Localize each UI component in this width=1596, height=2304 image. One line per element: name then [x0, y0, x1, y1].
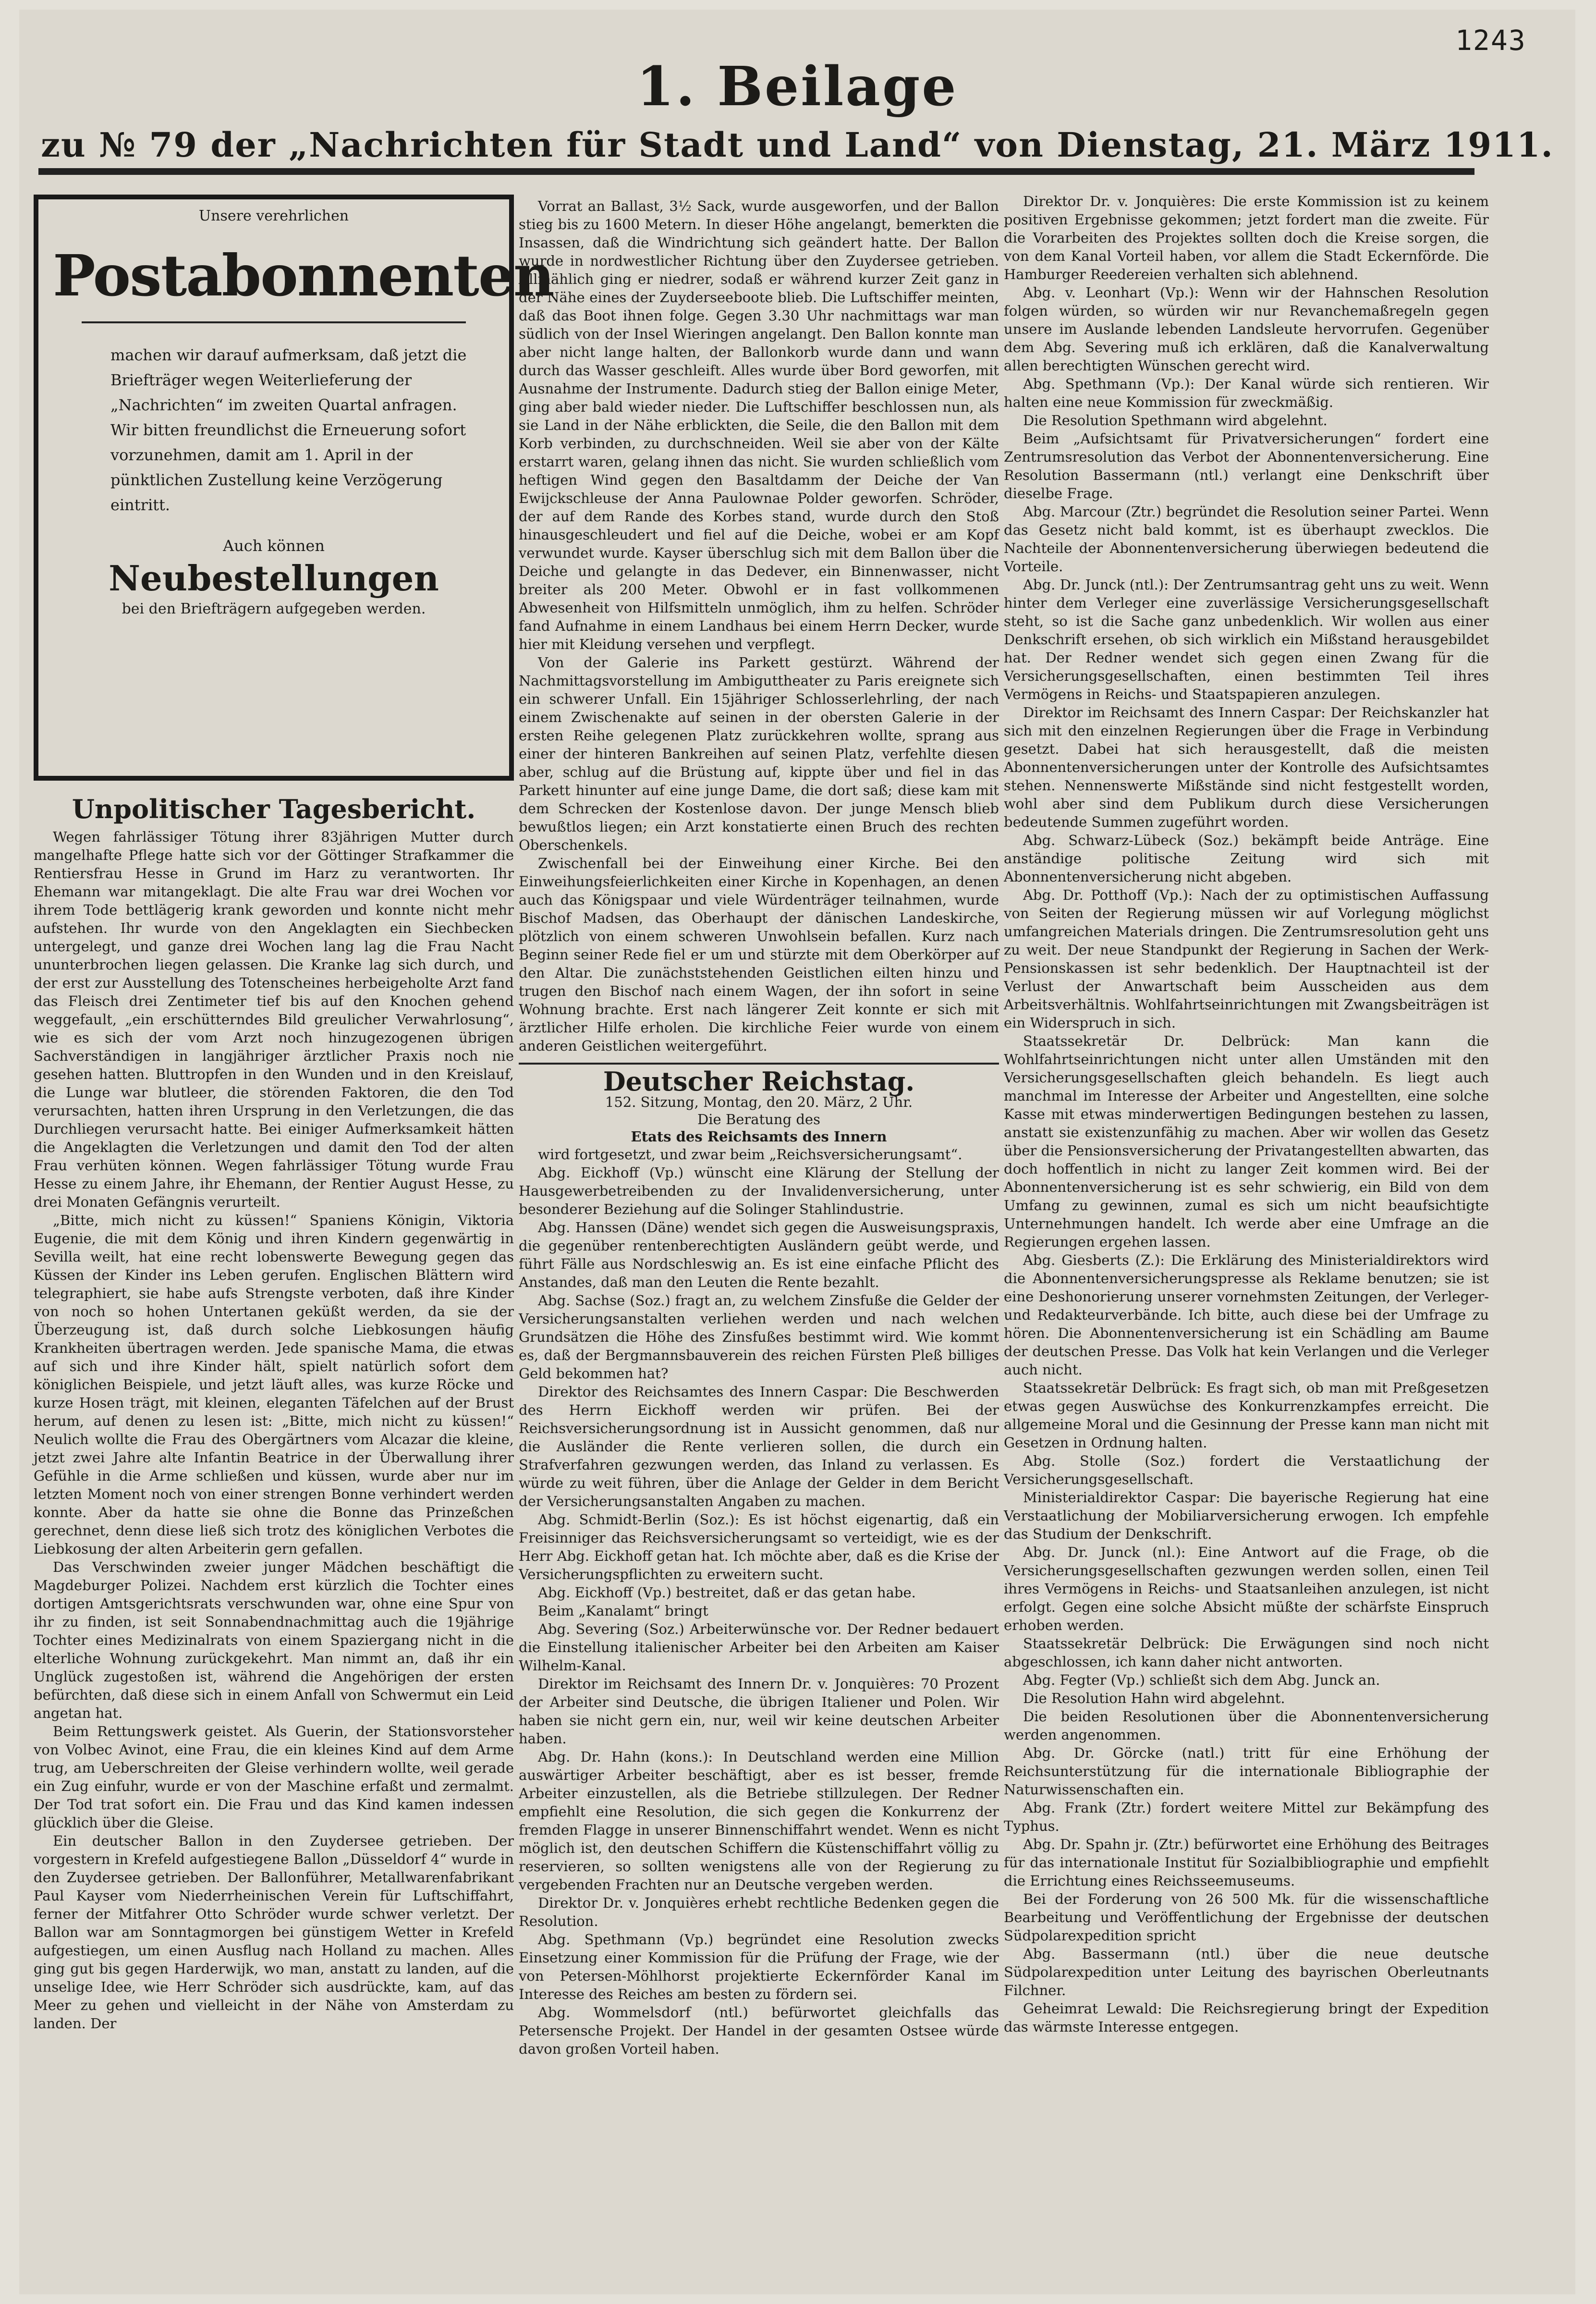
debate-paragraph: Die Resolution Spethmann wird abgelehnt. — [1023, 412, 1328, 429]
debate-paragraph: Abg. Frank (Ztr.) fordert weitere Mittel zur Bekämpfung des Typhus. — [1004, 1800, 1489, 1834]
article-paragraph: Zwischenfall bei der Einweihung einer Kirche. Bei den Einweihungsfeierlichkeiten einer Kirche in Kopenhagen, an denen auch das Königspaar und viele Würdenträger teilnahmen, wurde Bischof Madsen, das Oberhaupt der dänischen Landeskirche, plötzlich von einem schweren Unwohlsein befallen. Kurz nach Beginn seiner Rede fiel er um und stürzte mit dem Oberkörper auf den Altar. Die zunächststehenden Geistlichen eilten hinzu und trugen den Bischof nach einem Wagen, der ihn sofort in seine Wohnung brachte. Erst nach längerer Zeit konnte er sich mit ärztlicher Hilfe erholen. Die kirchliche Feier wurde von einem anderen Geistlichen weitergeführt. — [519, 855, 999, 1054]
debate-paragraph: Ministerialdirektor Caspar: Die bayerische Regierung hat eine Verstaatlichung der Mobiliarversicherung erwogen. Ich empfehle das Studium der Denkschrift. — [1004, 1489, 1489, 1542]
debate-paragraph: Staatssekretär Delbrück: Es fragt sich, ob man mit Preßgesetzen etwas gegen Auswüchse des Konkurrenzkampfes erreicht. Die allgemeine Moral und die Gesinnung der Presse kann man nicht mit Gesetzen in Ordnung halten. — [1004, 1380, 1489, 1451]
subscription-ad-box — [34, 195, 554, 781]
debate-paragraph: Direktor Dr. v. Jonquières: Die erste Kommission ist zu keinem positiven Ergebnisse gekommen; jetzt fordert man die zweite. Für die Vorarbeiten des Projektes sollten doch die Kreise sorgen, die von dem Kanal Vorteil haben, vor allem die Stadt Eckernförde. Die Hamburger Reedereien verhalten sich ablehnend. — [1004, 193, 1489, 282]
debate-paragraph: Abg. Dr. Junck (nl.): Eine Antwort auf die Frage, ob die Versicherungsgesellschaften gezwungen werden sollen, einen Teil ihres Vermögens in Reichs- und Staatsanleihen anzulegen, ist nicht erfolgt. Gegen eine solche Absicht müßte der schärfste Einspruch erhoben werden. — [1004, 1544, 1489, 1633]
newspaper-page — [19, 10, 1575, 2294]
debate-paragraph: Direktor im Reichsamt des Innern Caspar: Der Reichskanzler hat sich mit den einzelnen Regierungen über die Frage in Verbindung gesetzt. Dabei hat sich herausgestellt, daß die meisten Abonnentenversicherungen unter der Kontrolle des Aufsichtsamtes stehen. Nennenswerte Mißstände sind nicht festgestellt worden, wohl aber sind dem Publikum durch diese Versicherungen bedeutende Summen zugeführt worden. — [1004, 704, 1489, 830]
debate-paragraph: Abg. Schwarz-Lübeck (Soz.) bekämpft beide Anträge. Eine anständige politische Zeitung wird sich mit Abonnentenversicherung nicht abgeben. — [1004, 832, 1489, 885]
page-number: 1243 — [1455, 24, 1526, 57]
debate-paragraph: Direktor Dr. v. Jonquières erhebt rechtliche Bedenken gegen die Resolution. — [519, 1895, 999, 1929]
debate-paragraph: Abg. Stolle (Soz.) fordert die Verstaatlichung der Versicherungsgesellschaft. — [1004, 1453, 1489, 1487]
debate-paragraph: Abg. Bassermann (ntl.) über die neue deutsche Südpolarexpedition unter Leitung des bayrischen Oberleutnants Filchner. — [1004, 1946, 1489, 1998]
ad-headline-2: Neubestellungen — [109, 558, 439, 599]
column-2 — [519, 197, 999, 2058]
article-paragraph: Von der Galerie ins Parkett gestürzt. Während der Nachmittagsvorstellung im Ambiguttheater zu Paris ereignete sich ein schwerer Unfall. Ein 15jähriger Schlosserlehrling, der nach einem Zwischenakte auf seinen in der obersten Galerie in der ersten Reihe gelegenen Platz zurückkehren wollte, sprang aus einer der hinteren Bankreihen auf seinen Platz, verfehlte diesen aber, schlug auf die Brüstung auf, kippte über und fiel in das Parkett hinunter auf eine junge Dame, die dort saß; diese kam mit dem Schrecken der Kostenlose davon. Der junge Mensch blieb bewußtlos liegen; ein Arzt konstatierte einen Bruch des rechten Oberschenkels. — [519, 654, 999, 853]
ad-intro: Unsere verehrlichen — [198, 208, 349, 224]
column-1 — [34, 195, 554, 2033]
article-paragraph: Wegen fahrlässiger Tötung ihrer 83jährigen Mutter durch mangelhafte Pflege hatte sich vor der Göttinger Strafkammer die Rentiersfrau Hesse in Grund im Harz zu verantworten. Ihr Ehemann war mitangeklagt. Die alte Frau war drei Wochen vor ihrem Tode bettlägerig krank geworden und konnte nicht mehr aufstehen. Ihr wurde von den Angeklagten ein Siechbecken untergelegt, und ganze drei Wochen lang lag die Frau Nacht ununterbrochen liegen gelassen. Die Kranke lag sich durch, und der erst zur Ausstellung des Totenscheines herbeigeholte Arzt fand das Fleisch drei Zentimeter tief bis auf den Knochen gehend weggefault, „ein erschütterndes Bild greulicher Verwahrlosung“, wie es sich der vom Arzt noch hinzugezogenen übrigen Sachverständigen in langjähriger ärztlicher Praxis noch nie gesehen hatten. Bluttropfen in den Wunden und in den Kreislauf, die Lunge war blutleer, die störenden Faktoren, die den Tod verursachten, hatten ihren Ursprung in den Verletzungen, die das Durchliegen verursacht hatte. Bei einiger Aufmerksamkeit hätten die Angeklagten die Verletzungen und damit den Tod der alten Frau verhüten können. Wegen fahrlässiger Tötung wurde Frau Hesse zu einem Jahre, ihr Ehemann, der Rentier August Hesse, zu drei Monaten Gefängnis verurteilt. — [34, 829, 514, 1210]
session-sub-2: Etats des Reichsamts des Innern — [631, 1128, 887, 1145]
masthead-title: 1. Beilage — [636, 55, 958, 118]
session-sub-1: Die Beratung des — [697, 1111, 820, 1127]
debate-paragraph: Abg. Marcour (Ztr.) begründet die Resolution seiner Partei. Wenn das Gesetz nicht bald kommt, ist es überhaupt zwecklos. Die Nachteile der Abonnentenversicherung überwiegen bedeutend die Vorteile. — [1004, 503, 1489, 575]
debate-paragraph: Abg. Wommelsdorf (ntl.) befürwortet gleichfalls das Petersensche Projekt. Der Handel in der gesamten Ostsee würde davon großen Vorteil haben. — [519, 2004, 999, 2057]
debate-paragraph: Abg. Hanssen (Däne) wendet sich gegen die Ausweisungspraxis, die gegenüber rentenberechtigten Ausländern geübt werde, und führt Fälle aus Nordschleswig an. Es ist eine einfache Pflicht des Anstandes, daß man den Leuten die Rente bezahlt. — [519, 1219, 999, 1290]
debate-paragraph: Direktor des Reichsamtes des Innern Caspar: Die Beschwerden des Herrn Eickhoff werden wir prüfen. Bei der Reichsversicherungsordnung ist in Aussicht genommen, daß nur die Ausländer die Rente verlieren sollen, die durch ein Strafverfahren gezwungen werden, das Inland zu verlassen. Es würde zu weit führen, über die Anlage der Gelder in dem Bericht der Versicherungsanstalten Angaben zu machen. — [519, 1384, 999, 1509]
ad-also: Auch können — [223, 537, 325, 555]
debate-paragraph: Abg. v. Leonhart (Vp.): Wenn wir der Hahnschen Resolution folgen würden, so würden wir nur Revanchemaßregeln gegen unsere im Auslande lebenden Landsleute hervorrufen. Gegenüber dem Abg. Severing muß ich erklären, daß die Kanalverwaltung allen berechtigten Wünschen gerecht wird. — [1004, 284, 1489, 374]
debate-paragraph: Die Resolution Hahn wird abgelehnt. — [1023, 1690, 1285, 1706]
debate-paragraph: Abg. Dr. Spahn jr. (Ztr.) befürwortet eine Erhöhung des Beitrages für das internationale Institut für Sozialbibliographie und empfiehlt die Errichtung eines Reichsseemuseums. — [1004, 1836, 1489, 1889]
article-paragraph: Beim Rettungswerk geistet. Als Guerin, der Stationsvorsteher von Volbec Avinot, eine Frau, die ein kleines Kind auf dem Arme trug, am Ueberschreiten der Gleise verhindern wollte, weil gerade ein Zug einfuhr, wurde er von der Maschine erfaßt und zermalmt. Der Tod trat sofort ein. Die Frau und das Kind kamen indessen glücklich über die Gleise. — [34, 1723, 514, 1831]
ad-body: machen wir darauf aufmerksam, daß jetzt die Briefträger wegen Weiterlieferung der „Nachrichten“ im zweiten Quartal anfragen. Wir bitten freundlichst die Erneuerung sofort vorzunehmen, damit am 1. April in der pünktlichen Zustellung keine Verzögerung eintritt. — [110, 346, 467, 514]
debate-paragraph: Abg. Dr. Junck (ntl.): Der Zentrumsantrag geht uns zu weit. Wenn hinter dem Verleger eine zuverlässige Versicherungsgesellschaft steht, so ist die Sache ganz unbedenklich. Wir wollen aus einer Denkschrift ersehen, ob sich wirklich ein Mißstand herausgebildet hat. Der Redner wendet sich gegen einen Zwang für die Versicherungsgesellschaften, einen bestimmten Teil ihres Vermögens in Reichs- und Staatspapieren anzulegen. — [1004, 576, 1489, 702]
article-paragraph: Ein deutscher Ballon in den Zuydersee getrieben. Der vorgestern in Krefeld aufgestiegene Ballon „Düsseldorf 4“ wurde in den Zuydersee getrieben. Der Ballonführer, Metallwarenfabrikant Paul Kayser vom Niederrheinischen Verein für Luftschiffahrt, ferner der Mitfahrer Otto Schröder wurde schwer verletzt. Der Ballon war am Sonntagmorgen bei günstigem Wetter in Krefeld aufgestiegen, um einen Ausflug nach Holland zu machen. Alles ging gut bis gegen Harderwijk, wo man, anstatt zu landen, auf die unselige Idee, wie Herr Schröder sich ausdrückte, kam, auf das Meer zu gehen und vielleicht in der Nähe von Amsterdam zu landen. Der — [34, 1833, 514, 2032]
debate-paragraph: Abg. Eickhoff (Vp.) bestreitet, daß er das getan habe. — [538, 1584, 916, 1601]
session-line: 152. Sitzung, Montag, den 20. März, 2 Uhr. — [605, 1094, 913, 1110]
ad-tail: bei den Briefträgern aufgegeben werden. — [122, 601, 426, 617]
debate-paragraph: Abg. Eickhoff (Vp.) wünscht eine Klärung der Stellung der Hausgewerbetreibenden zu der Invalidenversicherung, unter besonderer Beziehung auf die Solinger Stahlindustrie. — [519, 1164, 999, 1217]
debate-paragraph: Abg. Giesberts (Z.): Die Erklärung des Ministerialdirektors wird die Abonnentenversicherungspresse als Reklame benutzen; sie ist eine Deshonorierung unserer vornehmsten Zeitungen, der Verleger- und Redakteurverbände. Ich bitte, auch diese bei der Umfrage zu hören. Die Abonnentenversicherung ist ein Schädling am Baume der deutschen Presse. Das Volk hat kein Verlangen und die Verleger auch nicht. — [1004, 1252, 1489, 1378]
reichstag-heading: Deutscher Reichstag. — [603, 1066, 915, 1097]
debate-paragraph: Abg. Dr. Potthoff (Vp.): Nach der zu optimistischen Auffassung von Seiten der Regierung müssen wir auf Vorlegung möglichst umfangreichen Materials dringen. Die Zentrumsresolution geht uns zu weit. Der neue Standpunkt der Regierung in Sachen der Werk-Pensionskassen ist sehr bedenklich. Der Hauptnachteil ist der Verlust der Anwartschaft beim Ausscheiden aus dem Arbeitsverhältnis. Wohlfahrtseinrichtungen mit Zwangsbeiträgen ist ein Widerspruch in sich. — [1004, 887, 1489, 1031]
article-paragraph: Vorrat an Ballast, 3½ Sack, wurde ausgeworfen, und der Ballon stieg bis zu 1600 Metern. In dieser Höhe angelangt, bemerkten die Insassen, daß die Windrichtung sich geändert hatte. Der Ballon wurde in nordwestlicher Richtung über den Zuydersee getrieben. Allmählich ging er niedrer, sodaß er während kurzer Zeit ganz in der Nähe eines der Zuyderseeboote blieb. Die Luftschiffer meinten, daß das Boot ihnen folge. Gegen 3.30 Uhr nachmittags war man südlich von der Insel Wieringen angelangt. Den Ballon konnte man aber nicht lange halten, der Ballonkorb wurde dann und wann durch das Wasser geschleift. Alles wurde über Bord geworfen, mit Ausnahme der Instrumente. Dadurch stieg der Ballon einige Meter, ging aber bald wieder nieder. Die Luftschiffer beschlossen nun, als sie Land in der Nähe erblickten, die Seile, die den Ballon mit dem Korb verbinden, zu durchschneiden. Weil sie aber von der Kälte erstarrt waren, gelang ihnen das nicht. Sie wurden schließlich vom heftigen Wind gegen den Basaltdamm der Deiche der Van Ewijckschleuse der Anna Paulownae Polder geworfen. Schröder, der auf dem Rande des Korbes stand, wurde durch den Stoß hinausgeschleudert und fiel auf die Deiche, wobei er am Kopf verwundet wurde. Kayser überschlug sich mit dem Ballon über die Deiche und gelangte in das Dedever, ein Binnenwasser, nicht breiter als 200 Meter. Obwohl er in fast vollkommenen Abwesenheit von Hilfsmitteln unmöglich, ihm zu helfen. Schröder fand Aufnahme in einem Landhaus bei einem Herrn Decker, wurde hier mit Kleidung versehen und verpflegt. — [519, 198, 999, 652]
ad-divider — [82, 321, 466, 323]
ad-headline: Postabonnenten — [53, 242, 554, 309]
debate-paragraph: Abg. Schmidt-Berlin (Soz.): Es ist höchst eigenartig, daß ein Freisinniger das Reichsversicherungsamt so verteidigt, wie es der Herr Abg. Eickhoff getan hat. Ich möchte aber, daß es die Krise der Versicherungspflichten zu erweitern sucht. — [519, 1511, 999, 1582]
debate-paragraph: Beim „Kanalamt“ bringt — [538, 1603, 708, 1619]
section-heading: Unpolitischer Tagesbericht. — [72, 794, 476, 824]
debate-paragraph: Geheimrat Lewald: Die Reichsregierung bringt der Expedition das wärmste Interesse entgegen. — [1004, 2000, 1489, 2035]
article-paragraph: „Bitte, mich nicht zu küssen!“ Spaniens Königin, Viktoria Eugenie, die mit dem König und ihren Kindern gegenwärtig in Sevilla weilt, hat eine recht lobenswerte Bewegung gegen das Küssen der Kinder ins Leben gerufen. Englischen Blättern wird telegraphiert, sie habe aufs Strengste verboten, daß ihre Kinder von noch so hohen Untertanen geküßt werden, da sie der Überzeugung ist, daß durch solche Liebkosungen häufig Krankheiten übertragen werden. Jede spanische Mama, die etwas auf sich und ihre Kinder hält, spielt natürlich sofort dem königlichen Beispiele, und jetzt läuft alles, was kurze Röcke und kurze Hosen trägt, mit kleinen, eleganten Täfelchen auf der Brust herum, auf denen zu lesen ist: „Bitte, mich nicht zu küssen!“ Neulich wollte die Frau des Obergärtners vom Alcazar die kleine, jetzt zwei Jahre alte Infantin Beatrice in der Überwallung ihrer Gefühle in die Arme schließen und küssen, wurde aber nur im letzten Moment noch von einer strengen Bonne verhindert werden konnte. Aber da hatte sie ohne die Bonne das Prinzeßchen gerechnet, denn diese ließ sich trotz des königlichen Verbotes die Liebkosung der alten Arbeiterin gern gefallen. — [34, 1212, 514, 1557]
debate-paragraph: wird fortgesetzt, und zwar beim „Reichsversicherungsamt“. — [538, 1146, 962, 1163]
debate-paragraph: Die beiden Resolutionen über die Abonnentenversicherung werden angenommen. — [1004, 1708, 1489, 1743]
debate-paragraph: Bei der Forderung von 26 500 Mk. für die wissenschaftliche Bearbeitung und Veröffentlichung der Ergebnisse der deutschen Südpolarexpedition spricht — [1004, 1891, 1489, 1944]
debate-paragraph: Abg. Sachse (Soz.) fragt an, zu welchem Zinsfuße die Gelder der Versicherungsanstalten verliehen werden und nach welchen Grundsätzen die Höhe des Zinsfußes bestimmt wird. Wie kommt es, daß der Bergmannsbauverein des reichen Fürsten Pleß billiges Geld bekommen hat? — [519, 1292, 999, 1382]
debate-paragraph: Direktor im Reichsamt des Innern Dr. v. Jonquières: 70 Prozent der Arbeiter sind Deutsche, die übrigen Italiener und Polen. Wir haben sie nicht gern ein, nur, weil wir keine deutschen Arbeiter haben. — [519, 1676, 999, 1747]
debate-paragraph: Abg. Fegter (Vp.) schließt sich dem Abg. Junck an. — [1023, 1672, 1380, 1688]
section-divider — [519, 1063, 999, 1065]
debate-paragraph: Abg. Spethmann (Vp.): Der Kanal würde sich rentieren. Wir halten eine neue Kommission für zweckmäßig. — [1004, 376, 1489, 410]
debate-paragraph: Staatssekretär Dr. Delbrück: Man kann die Wohlfahrtseinrichtungen nicht unter allen Umständen mit den Versicherungsgesellschaften gleich behandeln. Es liegt auch manchmal im Interesse der Arbeiter und Angestellten, eine solche Kasse mit etwas minderwertigen Bedingungen bestehen zu lassen, anstatt sie existenzunfähig zu machen. Aber wir wollen das Gesetz über die Pensionsversicherung der Privatangestellten abwarten, das doch hoffentlich in nicht zu langer Zeit kommen wird. Bei der Abonnentenversicherung ist es sehr schwierig, ein Bild von dem Umfang zu gewinnen, zumal es sich um nicht beaufsichtigte Unternehmungen handelt. Ich werde aber eine Umfrage an die Regierungen ergehen lassen. — [1004, 1033, 1489, 1250]
debate-paragraph: Abg. Dr. Hahn (kons.): In Deutschland werden eine Million auswärtiger Arbeiter beschäftigt, aber es ist besser, fremde Arbeiter einzustellen, als die Betriebe stillzulegen. Der Redner empfiehlt eine Resolution, die sich gegen die Konkurrenz der fremden Flagge in unserer Binnenschiffahrt wendet. Wenn es nicht möglich ist, den deutschen Schiffern die Küstenschiffahrt völlig zu reservieren, so sollten wenigstens alle von der Regierung zu vergebenden Frachten nur an Deutsche vergeben werden. — [519, 1749, 999, 1893]
masthead-rule — [38, 168, 1474, 175]
debate-paragraph: Staatssekretär Delbrück: Die Erwägungen sind noch nicht abgeschlossen, ich kann daher nicht antworten. — [1004, 1635, 1489, 1670]
debate-paragraph: Beim „Aufsichtsamt für Privatversicherungen“ fordert eine Zentrumsresolution das Verbot der Abonnentenversicherung. Eine Resolution Bassermann (ntl.) verlangt eine Denkschrift über dieselbe Frage. — [1004, 430, 1489, 502]
debate-paragraph: Abg. Dr. Görcke (natl.) tritt für eine Erhöhung der Reichsunterstützung für die internationale Bibliographie der Naturwissenschaften ein. — [1004, 1745, 1489, 1798]
article-paragraph: Das Verschwinden zweier junger Mädchen beschäftigt die Magdeburger Polizei. Nachdem erst kürzlich die Tochter eines dortigen Amtsgerichtsrats verschwunden war, ohne eine Spur von ihr zu finden, ist seit Sonnabendnachmittag auch die 19jährige Tochter eines Medizinalrats von einem Spaziergang nicht in die elterliche Wohnung zurückgekehrt. Man nimmt an, daß ihr ein Unglück zugestoßen ist, während die Angehörigen der ersten befürchten, daß diese sich in einem Anfall von Schwermut ein Leid angetan hat. — [34, 1559, 514, 1721]
debate-paragraph: Abg. Spethmann (Vp.) begründet eine Resolution zwecks Einsetzung einer Kommission für die Prüfung der Frage, wie der von Petersen-Möhlhorst projektierte Eckernförder Kanal im Interesse des Reiches am besten zu fördern sei. — [519, 1931, 999, 2002]
masthead-subline: zu № 79 der „Nachrichten für Stadt und Land“ von Dienstag, 21. März 1911. — [41, 125, 1554, 165]
debate-paragraph: Abg. Severing (Soz.) Arbeiterwünsche vor. Der Redner bedauert die Einstellung italienischer Arbeiter bei den Arbeiten am Kaiser Wilhelm-Kanal. — [519, 1621, 999, 1674]
column-3 — [1004, 192, 1489, 2036]
